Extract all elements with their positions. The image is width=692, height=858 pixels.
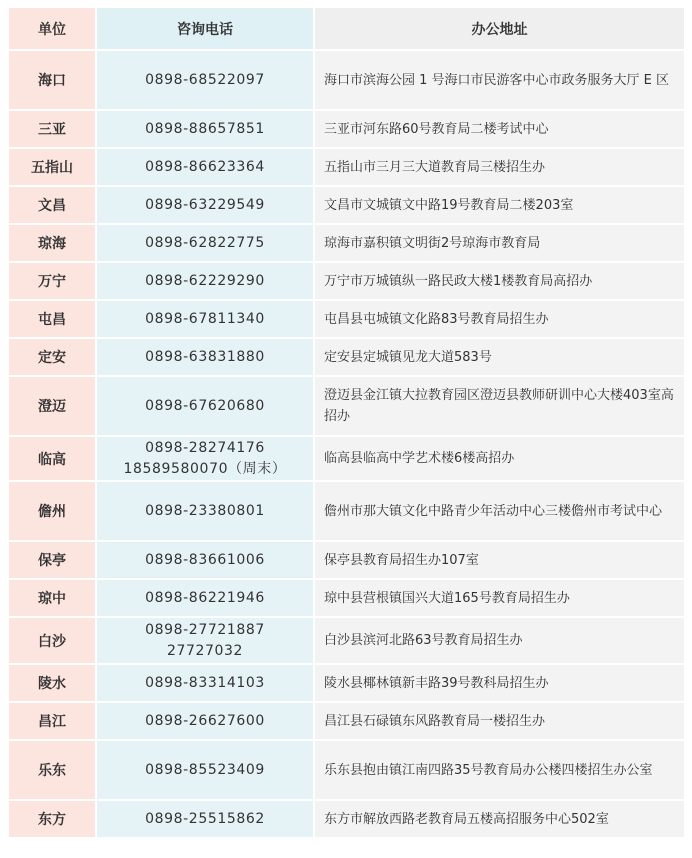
unit-cell: 琼中: [9, 580, 95, 616]
unit-cell: 海口: [9, 51, 95, 109]
table-header-row: [9, 8, 684, 49]
table-row: [9, 301, 684, 337]
phone-number: 0898-83314103: [145, 674, 265, 691]
phone-cell: [97, 377, 313, 435]
table-row: [9, 801, 684, 837]
phone-number: 0898-23380801: [145, 502, 265, 519]
unit-cell: 白沙: [9, 618, 95, 663]
table-row: [9, 703, 684, 739]
phone-number: 0898-86221946: [145, 589, 265, 606]
address-cell: 海口市滨海公园 1 号海口市民游客中心市政务服务大厅 E 区: [315, 51, 684, 109]
unit-cell: 乐东: [9, 741, 95, 799]
phone-number: 0898-63229549: [145, 196, 265, 213]
address-cell: 陵水县椰林镇新丰路39号教科局招生办: [315, 665, 684, 701]
unit-cell: 昌江: [9, 703, 95, 739]
phone-number: 0898-85523409: [145, 761, 265, 778]
address-cell: 五指山市三月三大道教育局三楼招生办: [315, 149, 684, 185]
phone-cell: [97, 301, 313, 337]
phone-number: 0898-63831880: [145, 348, 265, 365]
unit-cell: 屯昌: [9, 301, 95, 337]
phone-cell: [97, 187, 313, 223]
table-row: [9, 665, 684, 701]
phone-cell: [97, 51, 313, 109]
table-row: [9, 111, 684, 147]
contact-table-container: [7, 6, 684, 839]
phone-cell: [97, 801, 313, 837]
address-cell: 白沙县滨河北路63号教育局招生办: [315, 618, 684, 663]
phone-cell: [97, 225, 313, 261]
table-row: [9, 377, 684, 435]
phone-cell: [97, 542, 313, 578]
phone-cell: [97, 741, 313, 799]
phone-number: 0898-88657851: [145, 120, 265, 137]
address-cell: 昌江县石碌镇东风路教育局一楼招生办: [315, 703, 684, 739]
address-cell: 东方市解放西路老教育局五楼高招服务中心502室: [315, 801, 684, 837]
address-cell: 澄迈县金江镇大拉教育园区澄迈县教师研训中心大楼403室高招办: [315, 377, 684, 435]
unit-cell: 文昌: [9, 187, 95, 223]
phone-number: 0898-26627600: [145, 712, 265, 729]
header-unit: 单位: [9, 8, 95, 49]
table-row: [9, 482, 684, 540]
unit-cell: 儋州: [9, 482, 95, 540]
phone-cell: [97, 149, 313, 185]
table-row: [9, 339, 684, 375]
contact-table: [7, 6, 686, 839]
table-row: [9, 225, 684, 261]
table-row: [9, 618, 684, 663]
address-cell: 保亭县教育局招生办107室: [315, 542, 684, 578]
table-body: [9, 51, 684, 837]
phone-cell: [97, 339, 313, 375]
address-cell: 琼海市嘉积镇文明街2号琼海市教育局: [315, 225, 684, 261]
header-phone: 咨询电话: [97, 8, 313, 49]
address-cell: 定安县定城镇见龙大道583号: [315, 339, 684, 375]
phone-cell: [97, 111, 313, 147]
phone-number: 0898-62822775: [145, 234, 265, 251]
phone-cell: [97, 580, 313, 616]
address-cell: 文昌市文城镇文中路19号教育局二楼203室: [315, 187, 684, 223]
phone-number: 0898-25515862: [145, 810, 265, 827]
phone-cell: [97, 437, 313, 480]
address-cell: 儋州市那大镇文化中路青少年活动中心三楼儋州市考试中心: [315, 482, 684, 540]
phone-cell: [97, 263, 313, 299]
unit-cell: 东方: [9, 801, 95, 837]
table-row: [9, 741, 684, 799]
phone-number: 0898-83661006: [145, 551, 265, 568]
phone-number: 18589580070（周末）: [123, 460, 287, 477]
phone-number: 0898-62229290: [145, 272, 265, 289]
phone-number: 0898-27721887: [145, 621, 265, 638]
unit-cell: 三亚: [9, 111, 95, 147]
table-row: [9, 580, 684, 616]
phone-number: 0898-28274176: [145, 439, 265, 456]
unit-cell: 陵水: [9, 665, 95, 701]
table-row: [9, 149, 684, 185]
table-row: [9, 51, 684, 109]
unit-cell: 临高: [9, 437, 95, 480]
address-cell: 屯昌县屯城镇文化路83号教育局招生办: [315, 301, 684, 337]
address-cell: 临高县临高中学艺术楼6楼高招办: [315, 437, 684, 480]
phone-number: 27727032: [166, 642, 244, 659]
phone-number: 0898-86623364: [145, 158, 265, 175]
unit-cell: 五指山: [9, 149, 95, 185]
phone-number: 0898-67620680: [145, 397, 265, 414]
address-cell: 乐东县抱由镇江南四路35号教育局办公楼四楼招生办公室: [315, 741, 684, 799]
address-cell: 三亚市河东路60号教育局二楼考试中心: [315, 111, 684, 147]
address-cell: 琼中县营根镇国兴大道165号教育局招生办: [315, 580, 684, 616]
unit-cell: 万宁: [9, 263, 95, 299]
unit-cell: 琼海: [9, 225, 95, 261]
phone-number: 0898-68522097: [145, 71, 265, 88]
phone-cell: [97, 703, 313, 739]
phone-cell: [97, 665, 313, 701]
header-address: 办公地址: [315, 8, 684, 49]
phone-cell: [97, 482, 313, 540]
phone-cell: [97, 618, 313, 663]
unit-cell: 定安: [9, 339, 95, 375]
table-row: [9, 263, 684, 299]
table-row: [9, 187, 684, 223]
phone-number: 0898-67811340: [145, 310, 265, 327]
table-row: [9, 542, 684, 578]
unit-cell: 保亭: [9, 542, 95, 578]
address-cell: 万宁市万城镇纵一路民政大楼1楼教育局高招办: [315, 263, 684, 299]
table-row: [9, 437, 684, 480]
unit-cell: 澄迈: [9, 377, 95, 435]
